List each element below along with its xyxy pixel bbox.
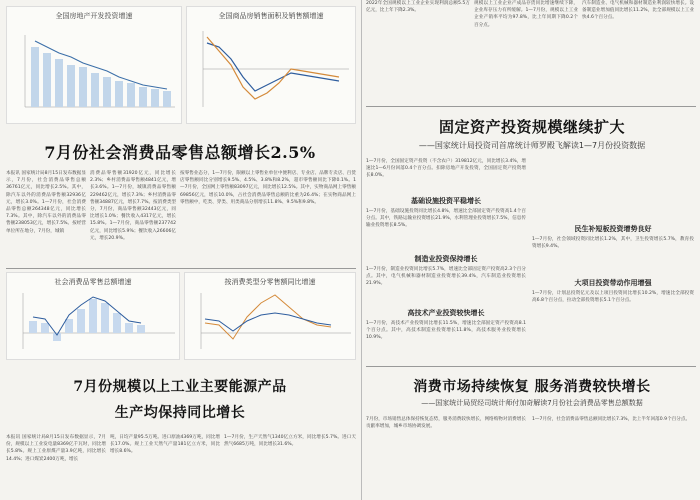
section-label: 高技术产业投资较快增长 — [407, 309, 485, 317]
section-label: 大项目投资带动作用增强 — [574, 279, 652, 287]
chart-title: 全国商品房销售面积及销售额增速 — [218, 12, 324, 20]
article-text: 1—7月份，基础设施投资同比增长4.8%，增速比全部固定资产投资高1.4个百分点。其中，铁路运输业投资增长21.9%，水利管理业投资增长7.5%，信息传输业投资增长8.5%。 — [366, 209, 526, 229]
chart-bar — [91, 73, 99, 107]
chart-bar — [139, 87, 147, 107]
article-text: 7月份，市场销售总体保持恢复态势，服务消费较快增长，网络购物对消费增长贡献率增加，城乡市场协调发展。 — [366, 417, 526, 430]
article-text: 汽车制造业、电气机械和器材制造业利润较快增长。设备制造业增加值同比增长11.2%，比全部规模以上工业快4.6个百分点。 — [582, 1, 694, 21]
chart-bar — [103, 77, 111, 107]
chart-bar — [41, 323, 49, 333]
section-label: 民生补短板投资增势良好 — [574, 225, 652, 233]
chart-line — [35, 41, 167, 89]
headline-retail-sales: 7月份社会消费品零售总额增长2.5% — [44, 143, 316, 162]
article-text: 1—7月份，社会领域投资同比增长1.2%，其中，卫生投资增长5.7%，教育投资增长9.4%。 — [532, 237, 694, 250]
chart-bar — [151, 89, 159, 107]
chart-bar — [89, 299, 97, 333]
chart-bar — [125, 323, 133, 333]
chart-graphic — [7, 273, 181, 361]
chart-housing-sales — [186, 6, 356, 124]
subhead-consumer-market: ——国家统计局贸经司统计师付加奇解读7月份社会消费品零售总额数据 — [421, 399, 643, 407]
article-text: 1—7月份，社会消费品零售总额同比增长7.3%，比上半年回落0.9个百分点。 — [532, 417, 691, 422]
article-text: 1—7月份，高技术产业投资同比增长11.5%，增速比全部固定资产投资高8.1个百分点。其中，高技术制造业投资增长11.8%，高技术服务业投资增长10.9%。 — [366, 321, 526, 341]
section-rule — [366, 366, 696, 367]
chart-bar — [127, 83, 135, 107]
article-text: 吨，日均产量95.5万吨。进口原油4369万吨，同比增长17.0%。规上工业天然气产量181亿立方米，同比增长8.6%。 — [110, 435, 220, 455]
article-text: 消费品零售额31920亿元，同比增长2.3%；乡村消费品零售额4841亿元，增长3.6%。1—7月份，城镇消费品零售额229462亿元，增长7.3%；乡村消费品零售额34887亿元，增长7.7%。按消费类型分，7月份，商品零售额32443亿元，同比增长1.0%；餐饮收入4317亿元，增长15.8%。1—7月份，商品零售额237742亿元，同比增长5.9%；餐饮收入26606亿元，增长20.9%。 — [90, 171, 176, 241]
chart-bar — [77, 309, 85, 333]
article-text: 本报讯 国家统计局8月15日发布数据显示，7月份，规模以上工业发电量8369亿千瓦时，同比增长5.8%。规上工业原煤产量3.9亿吨，同比增长14.4%；进口煤炭2400万吨，增长 — [6, 435, 106, 462]
chart-bar — [101, 303, 109, 333]
chart-bar — [67, 65, 75, 107]
column-divider — [361, 0, 362, 500]
headline-energy-line2: 生产均保持同比增长 — [114, 405, 246, 421]
chart-real-estate-investment — [6, 6, 182, 124]
chart-line — [33, 297, 141, 335]
chart-line — [207, 37, 339, 99]
chart-title: 全国房地产开发投资增速 — [55, 12, 133, 20]
chart-bar — [113, 313, 121, 333]
article-text: 1—7月份，制造业投资同比增长5.7%，增速比全部固定资产投资高2.3个百分点。其中，电气机械和器材制造业投资增长39.4%，汽车制造业投资增长21.9%。 — [366, 267, 526, 287]
section-rule — [366, 106, 696, 107]
right-column — [364, 0, 700, 500]
chart-line — [205, 295, 331, 339]
chart-line — [207, 43, 339, 91]
chart-title: 社会消费品零售总额增速 — [54, 278, 132, 286]
subhead-fixed-assets: ——国家统计局投资司首席统计师罗殿飞解读1—7月份投资数据 — [418, 141, 646, 150]
chart-bar — [43, 53, 51, 107]
article-text: 1—7月份，生产天然气1340亿立方米，同比增长5.7%。进口天然气6685万吨，同比增长31.6%。 — [224, 435, 356, 448]
chart-line — [205, 313, 331, 331]
chart-title: 按消费类型分零售额同比增速 — [224, 278, 316, 286]
article-text: 1—7月份，全国固定资产投资（不含农户）319812亿元，同比增长3.4%，增速比1—6月份回落0.4个百分点。扣除房地产开发投资，全国固定资产投资增长8.0%。 — [366, 159, 526, 179]
chart-bar — [79, 67, 87, 107]
chart-bar — [137, 325, 145, 333]
section-rule — [6, 268, 356, 269]
chart-bar — [163, 91, 171, 107]
headline-energy-line1: 7月份规模以上工业主要能源产品 — [73, 379, 287, 395]
chart-bar — [115, 81, 123, 107]
article-text: 2022年全国规模以上工业企业实现利润总额5.5万亿元，比上年下降2.3%。 — [366, 1, 470, 14]
chart-bar — [55, 59, 63, 107]
section-label: 制造业投资保持增长 — [414, 255, 478, 263]
chart-bar — [29, 321, 37, 333]
article-text: 按零售业态分，1—7月份，限额以上零售业单位中便利店、专业店、品牌专卖店、百货店零售额同比分别增长9.5%、4.5%、3.8%和8.2%，超市零售额同比下降0.1%。1—7月份，全国网上零售额83097亿元，同比增长12.5%。其中，实物商品网上零售额69856亿元，增长10.0%，占社会消费品零售总额的比重为26.4%；在实物商品网上零售额中，吃类、穿类、用类商品分别增长11.8%、9.5%和9.8%。 — [180, 171, 356, 205]
chart-bars — [31, 47, 171, 107]
article-text: 1—7月份，计划总投资亿元及以上项目投资同比增长10.2%，增速比全部投资高6.8个百分点，拉动全部投资增长5.1个百分点。 — [532, 291, 694, 304]
headline-fixed-assets: 固定资产投资规模继续扩大 — [438, 118, 625, 136]
chart-bar — [65, 319, 73, 333]
chart-retail-growth — [6, 272, 180, 360]
chart-bar — [31, 47, 39, 107]
chart-graphic — [7, 7, 183, 125]
headline-consumer-market: 消费市场持续恢复 服务消费较快增长 — [413, 379, 651, 395]
article-text: 本报讯 国家统计局8月15日发布数据显示，7月份，社会消费品零售总额36761亿元，同比增长2.5%。其中，除汽车以外的消费品零售额32936亿元，增长3.0%。1—7月份，社会消费品零售总额264348亿元，同比增长7.3%。其中，除汽车以外的消费品零售额238053亿元，增长7.5%。按经营单位所在地分，7月份，城镇 — [6, 171, 86, 234]
chart-consumption-type — [184, 272, 356, 360]
chart-graphic — [187, 7, 357, 125]
chart-graphic — [185, 273, 357, 361]
section-label: 基础设施投资平稳增长 — [411, 197, 481, 205]
article-text: 规模以上工业企业产成品存货同比增速继续下降，企业库存压力有所缓解。1—7月份，规模以上工业企业产销率平均为97.8%，比上年同期下降0.2个百分点。 — [474, 1, 578, 28]
